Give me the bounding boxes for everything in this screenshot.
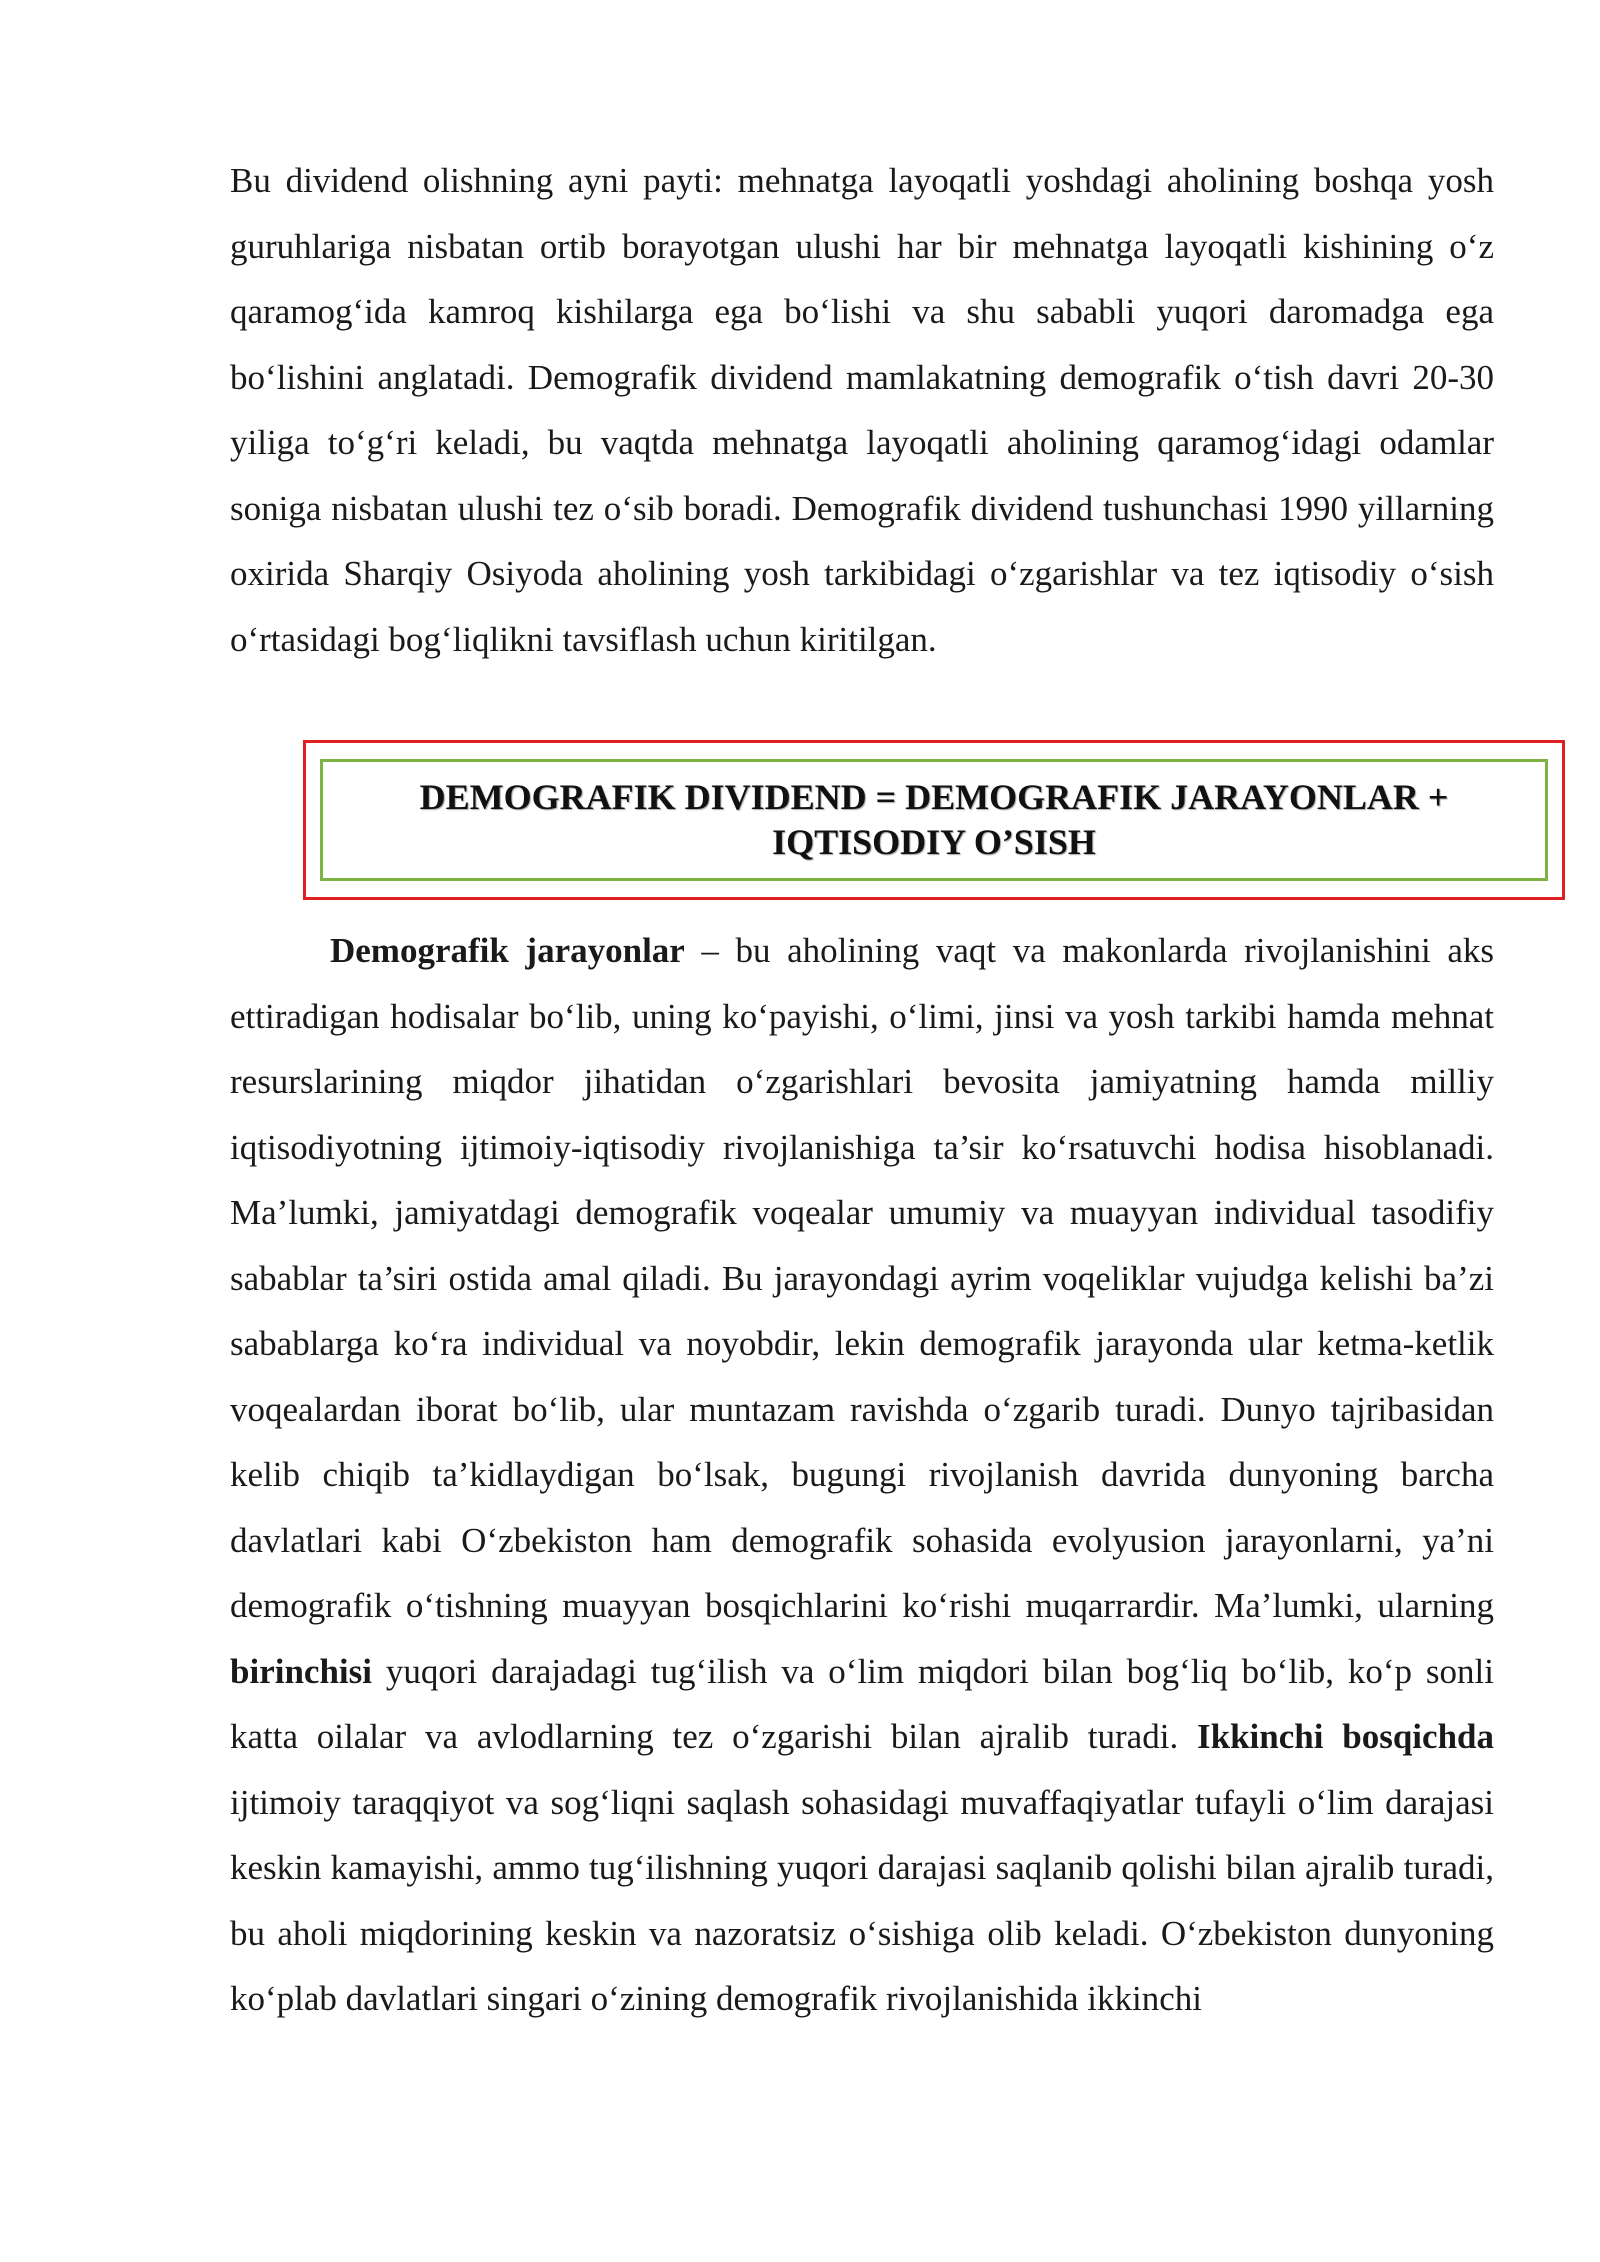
term-first-stage: birinchisi <box>230 1651 372 1691</box>
formula-line-2: IQTISODIY O’SISH <box>772 822 1096 862</box>
paragraph2-part2: yuqori darajadagi tug‘ilish va o‘lim miqdori bilan bog‘liq bo‘lib, ko‘p sonli katta oilalar va avlodlarning tez o‘zgarishi bilan ajralib turadi. <box>230 1651 1494 1756</box>
paragraph2-part1: – bu aholining vaqt va makonlarda rivojlanishini aks ettiradigan hodisalar bo‘lib, uning ko‘payishi, o‘limi, jinsi va yosh tarkibi hamda mehnat resurslarining miqdor jihatidan o‘zgarishlari bevosita jamiyatning hamda milliy iqtisodiyotning ijtimoiy-iqtisodiy rivojlanishiga ta’sir ko‘rsatuvchi hodisa hisoblanadi. Ma’lumki, jamiyatdagi demografik voqealar umumiy va muayyan individual tasodifiy sabablar ta’siri ostida amal qiladi. Bu jarayondagi ayrim voqeliklar vujudga kelishi ba’zi sabablarga ko‘ra individual va noyobdir, lekin demografik jarayonda ular ketma-ketlik voqealardan iborat bo‘lib, ular muntazam ravishda o‘zgarib turadi. Dunyo tajribasidan kelib chiqib ta’kidlaydigan bo‘lsak, bugungi rivojlanish davrida dunyoning barcha davlatlari kabi O‘zbekiston ham demografik sohasida evolyusion jarayonlarni, ya’ni demografik o‘tishning muayyan bosqichlarini ko‘rishi muqarrardir. Ma’lumki, ularning <box>230 931 1494 1625</box>
paragraph-demographic-dividend: Bu dividend olishning ayni payti: mehnatga layoqatli yoshdagi aholining boshqa yosh guruhlariga nisbatan ortib borayotgan ulushi har bir mehnatga layoqatli kishining o‘z qaramog‘ida kamroq kishilarga ega bo‘lishi va shu sababli yuqori daromadga ega bo‘lishini anglatadi. Demografik dividend mamlakatning demografik o‘tish davri 20-30 yiliga to‘g‘ri keladi, bu vaqtda mehnatga layoqatli aholining qaramog‘idagi odamlar soniga nisbatan ulushi tez o‘sib boradi. Demografik dividend tushunchasi 1990 yillarning oxirida Sharqiy Osiyoda aholining yosh tarkibidagi o‘zgarishlar va tez iqtisodiy o‘sish o‘rtasidagi bog‘liqlikni tavsiflash uchun kiritilgan. <box>230 161 1494 659</box>
paragraph-demographic-processes <box>230 918 1494 2032</box>
formula-box-outer <box>303 740 1565 900</box>
paragraph2-part3: ijtimoiy taraqqiyot va sog‘liqni saqlash sohasidagi muvaffaqiyatlar tufayli o‘lim darajasi keskin kamayishi, ammo tug‘ilishning yuqori darajasi saqlanib qolishi bilan ajralib turadi, bu aholi miqdorining keskin va nazoratsiz o‘sishiga olib keladi. O‘zbekiston dunyoning ko‘plab davlatlari singari o‘zining demografik rivojlanishida ikkinchi <box>230 1782 1494 2018</box>
term-second-stage: Ikkinchi bosqichda <box>1197 1717 1494 1756</box>
formula-line-1: DEMOGRAFIK DIVIDEND = DEMOGRAFIK JARAYONLAR + <box>419 777 1449 817</box>
formula-box-inner <box>320 759 1548 881</box>
formula-text <box>420 775 1449 865</box>
term-demographic-processes: Demografik jarayonlar <box>330 931 685 970</box>
